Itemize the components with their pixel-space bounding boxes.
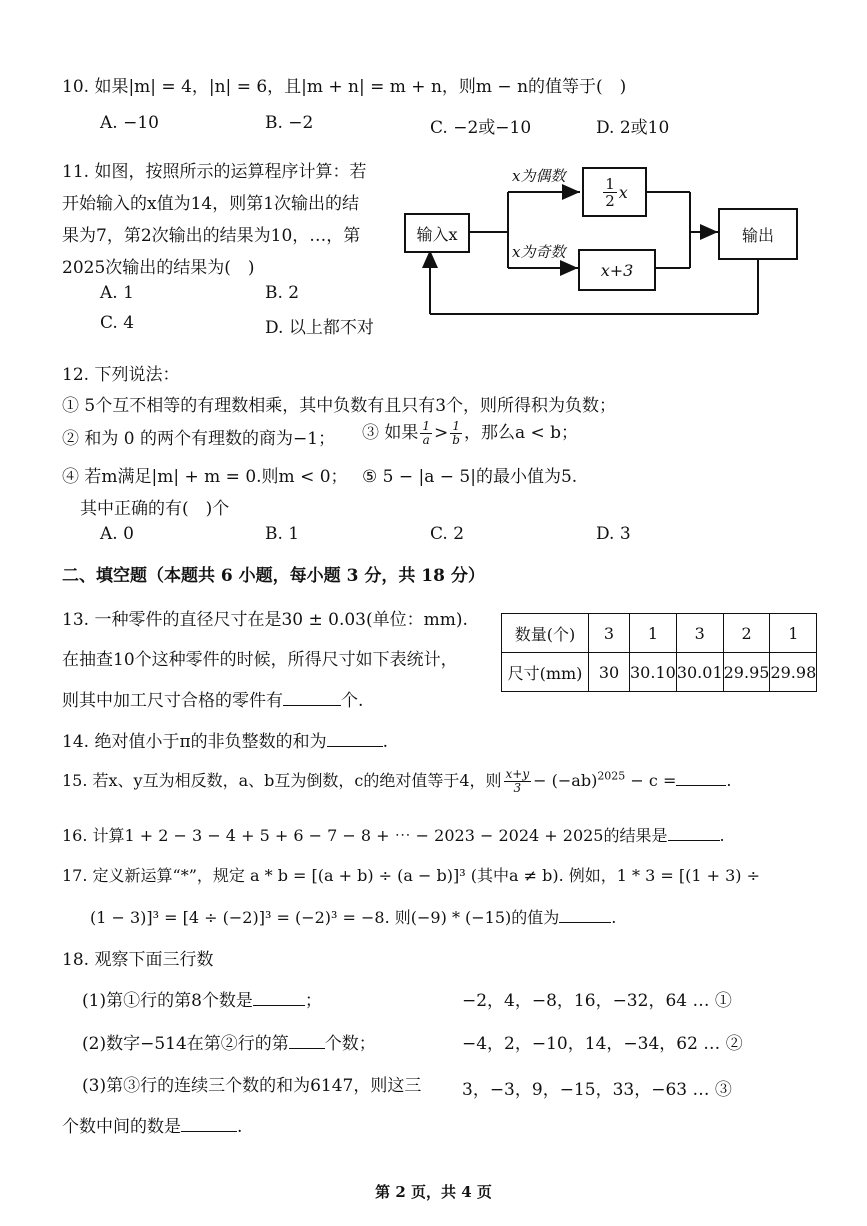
q11-option-b: B. 2 [265, 283, 300, 303]
q11-option-a: A. 1 [100, 283, 134, 303]
q12-option-b: B. 1 [265, 524, 300, 544]
q13-line-2: 在抽查10个这种零件的时候，所得尺寸如下表统计， [62, 650, 458, 670]
q12-option-d: D. 3 [596, 524, 631, 544]
q10-option-d: D. 2或10 [596, 118, 670, 138]
q18-p1-text: (1)第①行的第8个数是 [82, 991, 253, 1011]
flowchart-even-den: 2 [605, 191, 615, 210]
q12-s3-frac2-num: 1 [450, 420, 462, 434]
section-2-heading: 二、填空题（本题共 6 小题，每小题 3 分，共 18 分） [62, 566, 485, 586]
flowchart-even-var: x [618, 182, 628, 202]
q12-s3-mid: > [434, 423, 449, 443]
q18-p3b-tail: . [237, 1117, 243, 1137]
q18-p2-tail: 个数； [324, 1034, 376, 1054]
q11-line-3: 果为7，第2次输出的结果为10，…，第 [62, 226, 361, 246]
q11-option-d: D. 以上都不对 [265, 318, 374, 338]
q15-pre: 15. 若x、y互为相反数，a、b互为倒数，c的绝对值等于4，则 [62, 771, 502, 790]
q18-number-row-2: −4，2，−10，14，−34，62 … ② [462, 1034, 743, 1054]
q18-p1-answer-blank[interactable] [253, 1005, 305, 1006]
table-cell: 30 [589, 653, 630, 692]
flowchart-odd-op: x+3 [600, 260, 634, 280]
q18-title: 18. 观察下面三行数 [62, 950, 214, 970]
table-cell: 2 [723, 614, 770, 653]
table-header-quantity: 数量(个) [502, 614, 589, 653]
flowchart-input-label: 输入x [416, 224, 458, 244]
table-cell: 29.95 [723, 653, 770, 692]
q11-option-c: C. 4 [100, 313, 135, 333]
table-cell: 1 [630, 614, 677, 653]
q12-statement-2: ② 和为 0 的两个有理数的商为−1； [62, 429, 336, 449]
q13-line-1: 13. 一种零件的直径尺寸在是30 ± 0.03(单位：mm). [62, 610, 468, 630]
q15-fraction [504, 768, 532, 795]
q12-statement-5: ⑤ 5 − |a − 5|的最小值为5. [362, 467, 578, 487]
q18-p2-answer-blank[interactable] [289, 1048, 325, 1049]
q12-option-c: C. 2 [430, 524, 465, 544]
q16-answer-blank[interactable] [668, 840, 720, 841]
q16-text: 16. 计算1 + 2 − 3 − 4 + 5 + 6 − 7 − 8 + ⋯ − 2023 − 2024 + 2025的结果是 [62, 826, 668, 845]
q17-line-2 [90, 905, 616, 928]
q18-p3-answer-blank[interactable] [181, 1131, 237, 1132]
q11-line-2: 开始输入的x值为14，则第1次输出的结 [62, 194, 360, 214]
q12-title: 12. 下列说法： [62, 365, 180, 385]
q15-post2: − c = [625, 771, 677, 790]
q18-number-row-3: 3，−3，9，−15，33，−63 … ③ [462, 1080, 732, 1100]
q13-answer-blank[interactable] [283, 705, 341, 706]
page-footer: 第 2 页，共 4 页 [375, 1183, 492, 1201]
q14-tail: . [382, 732, 389, 752]
q12-statement-4: ④ 若m满足|m| + m = 0.则m < 0； [62, 467, 348, 487]
q15 [62, 768, 731, 795]
q18-p2-text: (2)数字−514在第②行的第 [82, 1034, 289, 1054]
flowchart-odd-label: x为奇数 [512, 243, 566, 261]
q18-part-3: (3)第③行的连续三个数的和为6147，则这三 [82, 1076, 422, 1096]
table-cell: 1 [770, 614, 817, 653]
q15-post: − (−ab) [533, 771, 598, 790]
q18-number-row-1: −2，4，−8，16，−32，64 … ① [462, 991, 732, 1011]
q18-part-3b [62, 1112, 242, 1137]
q10-option-c: C. −2或−10 [430, 118, 532, 138]
flowchart-output-box [718, 208, 798, 260]
q18-p3b-text: 个数中间的数是 [62, 1117, 181, 1137]
q15-exponent: 2025 [597, 769, 626, 783]
q18-part-1 [82, 986, 322, 1011]
table-header-size: 尺寸(mm) [502, 653, 589, 692]
q11-line-4: 2025次输出的结果为( ) [62, 258, 255, 278]
flowchart-odd-op-box [578, 249, 656, 291]
q10-stem: 10. 如果|m| = 4，|n| = 6，且|m + n| = m + n，则m − n的值等于( ) [62, 77, 627, 97]
q12-statement-1: ① 5个互不相等的有理数相乘，其中负数有且只有3个，则所得积为负数； [62, 396, 617, 416]
q12-s3-post: ，那么a < b； [463, 423, 579, 443]
q12-s3-pre: ③ 如果 [362, 423, 419, 443]
q10-option-b: B. −2 [265, 113, 314, 133]
flowchart-output-label: 输出 [741, 225, 774, 245]
flowchart-even-num: 1 [605, 174, 615, 193]
q15-answer-blank[interactable] [676, 785, 726, 786]
q12-s3-frac1-num: 1 [422, 419, 431, 433]
table-row [502, 614, 817, 653]
q15-frac-num: x+y [505, 767, 530, 781]
table-row [502, 653, 817, 692]
q16-tail: . [719, 826, 725, 845]
flowchart-even-label: x为偶数 [512, 167, 566, 185]
q15-frac-den: 3 [513, 781, 522, 795]
table-cell: 30.01 [676, 653, 723, 692]
q12-statement-3 [362, 418, 578, 447]
q12-s3-frac1-den: a [422, 433, 430, 447]
q18-part-2 [82, 1029, 376, 1054]
q17-tail: . [611, 908, 617, 927]
q10-option-a: A. −10 [100, 113, 159, 133]
q18-p1-tail: ； [304, 991, 322, 1011]
q14-text: 14. 绝对值小于π的非负整数的和为 [62, 732, 327, 752]
table-cell: 3 [589, 614, 630, 653]
table-cell: 30.10 [630, 653, 677, 692]
table-cell: 3 [676, 614, 723, 653]
q17-answer-blank[interactable] [559, 922, 611, 923]
flowchart-input-box [404, 213, 470, 253]
q12-s3-frac2-den: b [452, 433, 460, 447]
table-cell: 29.98 [770, 653, 817, 692]
q17-line-1: 17. 定义新运算“*”，规定 a * b = [(a + b) ÷ (a − b)]³ (其中a ≠ b). 例如，1 * 3 = [(1 + 3) ÷ [62, 866, 761, 885]
q14 [62, 727, 388, 752]
q16 [62, 823, 725, 846]
q13-table [501, 613, 817, 692]
q11-line-1: 11. 如图，按照所示的运算程序计算：若 [62, 162, 367, 182]
flowchart-even-fraction [603, 176, 617, 209]
q12-ask: 其中正确的有( )个 [80, 499, 230, 519]
q14-answer-blank[interactable] [327, 746, 383, 747]
q13-tail: 个. [341, 691, 364, 711]
q13-line-3-text: 则其中加工尺寸合格的零件有 [62, 691, 283, 711]
q12-option-a: A. 0 [100, 524, 134, 544]
q15-tail: . [726, 771, 732, 790]
q12-s3-frac-1 [420, 420, 432, 447]
flowchart-even-op-box [582, 167, 647, 217]
q17-line-2-text: (1 − 3)]³ = [4 ÷ (−2)]³ = (−2)³ = −8. 则(−9) * (−15)的值为 [90, 908, 560, 927]
q13-line-3 [62, 686, 363, 711]
q12-s3-frac-2 [450, 420, 462, 447]
